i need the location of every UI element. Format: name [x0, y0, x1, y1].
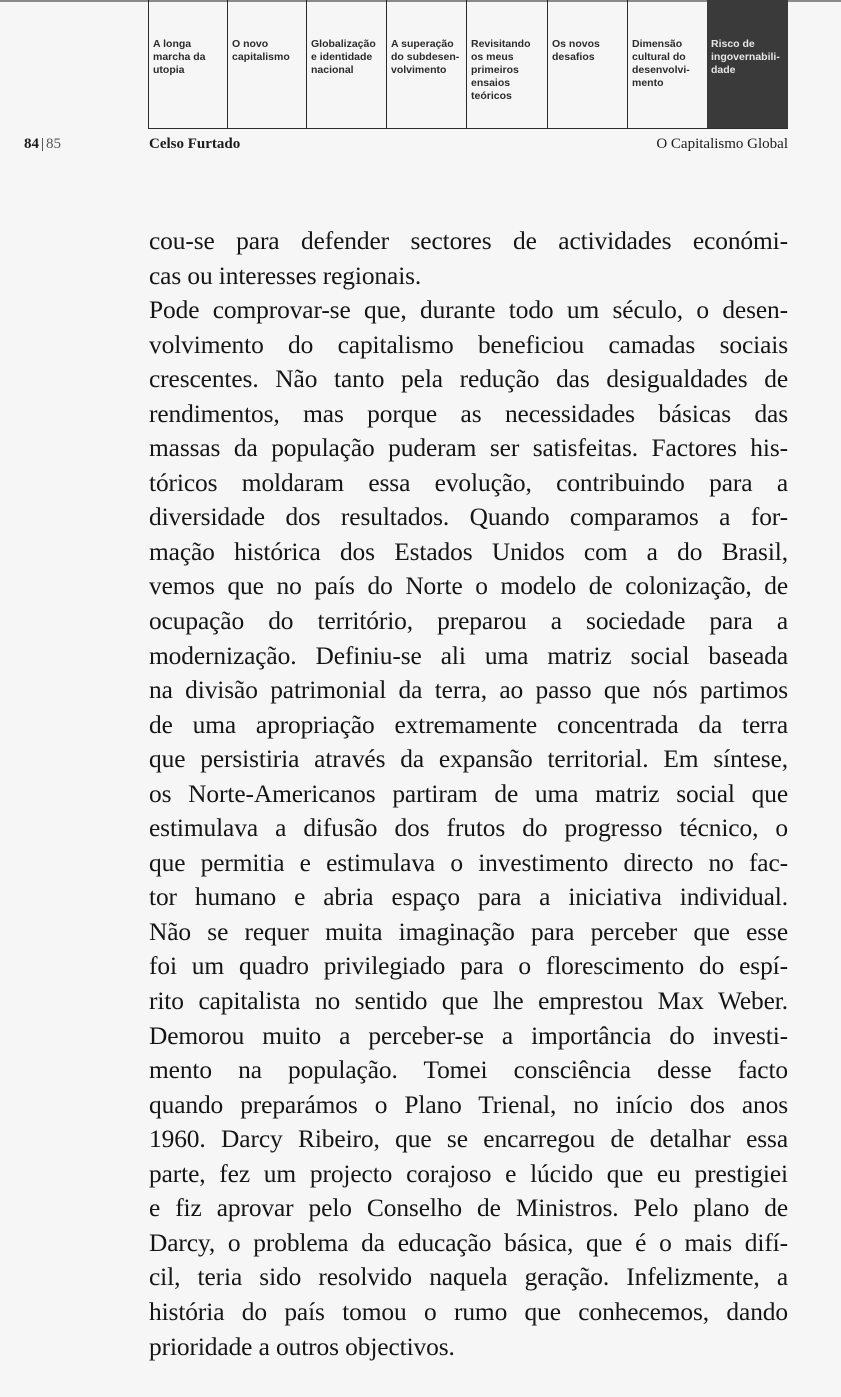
body-text	[149, 224, 788, 1364]
chapter-tab-label: O novo capitalismo	[232, 38, 290, 63]
text-line: Pode comprovar-se que, durante todo um século, o desen-	[149, 296, 788, 325]
text-line: cas ou interesses regionais.	[149, 261, 422, 290]
chapter-tab-label: Risco de ingovernabili- dade	[711, 38, 780, 76]
chapter-navigation-strip	[0, 0, 841, 130]
page-number-separator: |	[41, 136, 45, 152]
text-line: foi um quadro privilegiado para o florescimento do espí-	[149, 952, 788, 981]
chapter-tab-label: Revisitando os meus primeiros ensaios teóricos	[471, 38, 531, 102]
chapter-tab-label: Os novos desafios	[552, 38, 600, 63]
text-line: mento na população. Tomei consciência desse facto	[149, 1056, 788, 1085]
chapter-tab-label: A superação do subdesen- volvimento	[391, 38, 460, 76]
chapter-tab-label: Dimensão cultural do desenvolvi- mento	[632, 38, 690, 89]
text-line: crescentes. Não tanto pela redução das desigualdades de	[149, 365, 788, 394]
text-line: estimulava a difusão dos frutos do progresso técnico, o	[149, 814, 788, 843]
text-line: que persistiria através da expansão territorial. Em síntese,	[149, 745, 788, 774]
chapter-tab-label: A longa marcha da utopia	[153, 38, 206, 76]
text-line: parte, fez um projecto corajoso e lúcido que eu prestigiei	[149, 1159, 788, 1188]
text-line: cil, teria sido resolvido naquela geração. Infelizmente, a	[149, 1263, 788, 1292]
left-page-number: 84	[24, 136, 39, 152]
chapter-tab-dimensao-cultural	[627, 0, 707, 128]
text-line: na divisão patrimonial da terra, ao passo que nós partimos	[149, 676, 788, 705]
text-line: Darcy, o problema da educação básica, que é o mais difí-	[149, 1228, 788, 1257]
text-line: os Norte-Americanos partiram de uma matriz social que	[149, 779, 788, 808]
text-line: rito capitalista no sentido que lhe emprestou Max Weber.	[149, 987, 788, 1016]
text-line: de uma apropriação extremamente concentrada da terra	[149, 710, 788, 739]
text-line: tor humano e abria espaço para a iniciativa individual.	[149, 883, 788, 912]
text-line: mação histórica dos Estados Unidos com a do Brasil,	[149, 537, 788, 566]
text-line: Demorou muito a perceber-se a importância do investi-	[149, 1021, 788, 1050]
chapter-tab-os-novos-desafios	[547, 0, 627, 128]
running-head	[0, 136, 841, 156]
chapter-tab-globalizacao	[306, 0, 386, 128]
text-line: quando preparámos o Plano Trienal, no início dos anos	[149, 1090, 788, 1119]
text-line: massas da população puderam ser satisfeitas. Factores his-	[149, 434, 788, 463]
text-line: história do país tomou o rumo que conhecemos, dando	[149, 1297, 788, 1326]
page-numbers	[24, 136, 61, 153]
right-page-number: 85	[46, 136, 62, 152]
chapter-tab-revisitando	[466, 0, 547, 128]
text-line: e fiz aprovar pelo Conselho de Ministros. Pelo plano de	[149, 1194, 788, 1223]
text-line: prioridade a outros objectivos.	[149, 1332, 455, 1361]
chapter-tab-o-novo-capitalismo	[227, 0, 306, 128]
text-line: ocupação do território, preparou a sociedade para a	[149, 607, 788, 636]
chapter-tab-a-longa-marcha	[148, 0, 227, 128]
text-line: volvimento do capitalismo beneficiou camadas sociais	[149, 330, 788, 359]
text-line: 1960. Darcy Ribeiro, que se encarregou de detalhar essa	[149, 1125, 788, 1154]
book-title: O Capitalismo Global	[656, 136, 788, 152]
text-line: diversidade dos resultados. Quando comparamos a for-	[149, 503, 788, 532]
nav-divider	[148, 128, 788, 129]
chapter-tab-label: Globalização e identidade nacional	[311, 38, 376, 76]
text-line: Não se requer muita imaginação para perceber que esse	[149, 917, 788, 946]
text-line: vemos que no país do Norte o modelo de colonização, de	[149, 572, 788, 601]
text-line: tóricos moldaram essa evolução, contribuindo para a	[149, 468, 788, 497]
chapter-tab-superacao	[386, 0, 466, 128]
text-line: que permitia e estimulava o investimento directo no fac-	[149, 848, 788, 877]
chapter-tab-risco-active	[707, 0, 788, 128]
text-line: cou-se para defender sectores de actividades económi-	[149, 227, 788, 255]
author-name: Celso Furtado	[149, 136, 241, 152]
text-line: rendimentos, mas porque as necessidades básicas das	[149, 399, 788, 428]
text-line: modernização. Definiu-se ali uma matriz social baseada	[149, 641, 788, 670]
